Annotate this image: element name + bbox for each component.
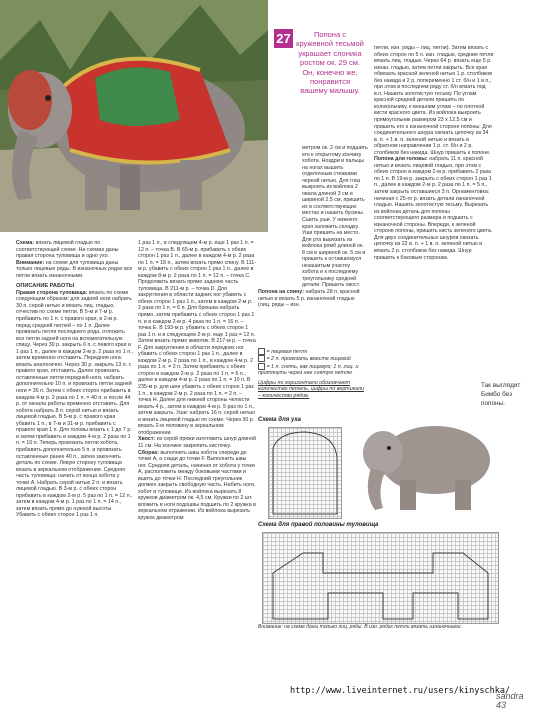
schema-text: вязать лицевой гладью по соответствующей схеме. На схемах даны правая сторона туловища и одно ухо. — [16, 240, 119, 260]
legend-item: = лицевая петля — [266, 348, 307, 355]
body-label: Правая сторона туловища: — [16, 289, 88, 296]
col3-text: метром ок. 2 см и подшить его к открытому кончику хобота. Ноздри и пальцы на ногах вышить отделочным стежками черной нитью. Для глаз выкроить из войлока 2 овала длиной 3 см и шириной 2,5 см, пришить их в соответствующих местах и нашить бусины. Сшить уши. У нижнего края заложить складку. Уши пришить на место. Для рта вырезать из войлока ромб длиной ок. 8 см и шириной ок. 5 см и пришить к оставшемуся незашитым участку хобота и к последнему треугольнику средней детали. Пришить хвост. — [302, 145, 368, 289]
hat-text: набрать 11 п. красной нитью и вязать лицевой гладью, при этом с обеих сторон в каждом 2-м р. прибавить 2 раза по 1 п. В 19-м р. закрыть с обеих сторон 1 раз 1 п., далее в каждом 2-м р. 2 раза по 1 п. = 5 п., затем закрыть оставшиеся 3 п. Орнаментовка: начиная с 25-го р. вязать детали изнаночной гладью. Нашить золотистую тесьму. Вырезать из войлока деталь для попоны соответствующего размера и подшить с изнаночной стороны. Впереди, к зеленой стороне попоны, пришить кисть зеленого цвета. Для двух соединительных шнуров связать цепочку из 22 в. п. + 1 в. п. зеленой нитью и вязать 2 р. столбиков без накида. Шнур пришить к боковым сторонам. — [374, 156, 493, 261]
page-number: 43 — [496, 700, 507, 710]
section-heading: ОПИСАНИЕ РАБОТЫ — [16, 283, 75, 290]
blanket-text: набрать 28 п. красной нитью и вязать 5 р. изнаночной гладью (лиц. ряды – изн. — [258, 289, 360, 309]
body-chart-title: Схема для правой половины туловища — [258, 522, 379, 528]
col4-text: петли, изн. ряды – лиц. петли). Затем вязать с обеих сторон по 5 п. изн. гладью, средние петли вязать лиц. гладью. Через 64 р. вязать еще 5 р. изнан. гладью, затем петли закрыть. Все края обвязать красной зеленой нитью 1 р. столбиков без накида и 2 р. попеременно 1 ст. б/н и 1 в.п., при этом в последнем ряду ст. б/н вязать под в.п. Нашить золотистую тесьму. По углам красной средней детали пришить по колокольчику, к внешним углам – по плотной кисти красного цвета. Из войлока выкроить прямоугольник размером 23 x 12,5 см и пришить его к изнаночной стороне попоны. Для соединительного шнура связать цепочку из 34 в. п. + 1 в. п. зеленой нитью и вязать в обратном направлении 1 р. ст. б/н и 2 р. столбиков без накида. Шнур пришить к попоне. — [374, 45, 494, 156]
hat-label: Попона для головы: — [374, 156, 428, 163]
elephant-illustration — [0, 0, 268, 232]
ear-chart — [268, 427, 342, 519]
note-text: на схеме для туловища даны только лицевые ряды. В изнаночных рядах все петли вязать изнаночными. — [16, 259, 133, 279]
legend-item: = 1 п. снять, как лицевую; 1 п. лиц. и протянуть через нее снятую петлю — [258, 363, 359, 377]
column-2 — [138, 240, 256, 685]
blanket-label: Попона на спину: — [258, 289, 304, 296]
assembly-text: выполнить швы хобота спереди до точки А, а сзади до точки F. Выполнить швы ног. Средняя деталь, начиная от хобота у точки А, расположить между боковыми частями и вшить до точки H. Последний треугольник должен закрыть свободную часть. Набить ноги, хобот и туловище. Из войлока вырезать 8 кружков диаметром ок. 4,5 см. Кружки по 2 шт. вложить в ноги подошвы подшить по 2 кружка в зеркальном отражении. Из войлока вырезать кружок диаметром — [138, 449, 256, 521]
col2-text: 1 раз 1 п., в следующем 4-м р. еще 1 раз 1 п. = 12 п. – точка B. В 65-м р. прибавить с обеих сторон 1 раз 1 п., далее в каждом 4-м р. 2 раза по 1 п. = 18 п., затем вязать прямо спину. В 111-м р. убавить с обеих сторон 1 раз 1 п., далее в каждом 8-м р. 2 раза по 1 п. = 12 п. – точка C. Продолжить вязать прямо заднюю часть туловища. В 211-м р. – точка D. Для закругления в области задних ног убавить с обеих сторон 1 раз 1 п., затем в каждом 2-м р. 2 раза по 1 п. = 6 п. Для брюшка набрать прямо, затем прибавить с обеих сторон 1 раз 1 п. и в каждом 2-м р. 4 раза по 1 п. = 16 п. – точка E. В 193-м р. убавить с обеих сторон 1 раз 1 п. и в следующем 2-м р. еще 1 раз = 12 п. Затем вязать прямо животик. В 217-м р. – точка F. Для закругления в области передних ног убавить с обеих сторон 1 раз 1 п., далее в каждом 2-м р. 2 раза по 1 п., в каждом 4-м р. 2 раза по 1 п. = 2 п. Затем прибавить с обеих сторон в каждом 2-м р. 2 раза по 1 п. = 6 п., далее в каждом 4-м р. 2 раза по 1 п. = 10 п. В 235-м р. для шеи убавить с обеих сторон 1 раз 1 п., в каждом 2-м р. 2 раза по 1 п. = 2 п. – точка H. Далее для нижней стороны челюсти вязать 4 р., затем в каждом 4-м р. 5 раз по 1 п., затем закрыть. Уши: набрать 16 п. серой нитью и вязать лицевой гладью по схеме. Через 30 р. вязать 2-ю половину в зеркальном отображении. — [138, 240, 256, 436]
assembly-label: Сборка: — [138, 449, 159, 456]
ear-chart-title: Схема для уха — [258, 417, 301, 423]
schema-label: Схема: — [16, 240, 35, 246]
column-4 — [374, 45, 494, 370]
ear-outline — [269, 428, 341, 518]
source-url: http://www.liveinternet.ru/users/kinyschka/ — [290, 686, 511, 696]
tail-text: из серой пряжи изготовить шнур длиной 11 см. На кончике закрепить кисточку. — [138, 436, 256, 449]
column-1 — [16, 240, 134, 685]
body-chart — [262, 532, 499, 624]
side-caption: Так выглядит Бимбо без попоны. — [481, 382, 521, 407]
legend-backslash-icon — [258, 363, 265, 370]
column-3 — [258, 145, 368, 345]
legend — [258, 348, 368, 408]
legend-item: = 2 п. провязать вместе лицевой — [266, 356, 351, 363]
photo-caption: Попона с кружевной тесьмой украшает слоника ростом ок. 29 см. Он, конечно же, понравится вашему малышу. — [296, 30, 364, 96]
elephant-small-photo — [355, 398, 515, 523]
legend-square-icon — [258, 348, 265, 355]
magazine-name: sandra — [496, 691, 524, 701]
note-label: Внимание: — [16, 259, 45, 266]
bottom-note: Внимание: на схеме даны только лиц. ряды. В изн. рядах петли вязать изнаночными. — [258, 624, 462, 630]
body-outline — [263, 533, 498, 623]
tail-label: Хвост: — [138, 436, 156, 443]
body-text: вязать по схеме следующим образом: для задней ноги набрать 30 п. серой нитью и вязать лиц. гладью, отчестив по схеме петли. В 5-м и 7-м р. прибавить по 1 п. с правого края, в 2-м р. перед средней петлей – по 1 п. Далее провязать петли последнего ряда, отложить все петли задней ноги на вспомогательную спицу. Через 30 р. закрыть 6 п. с левого края и 1 раз 1 п., далее в каждом 2-м р. 2 раза по 1 п., затем временно отставить. Передняя нога: вязать аналогично. Через 30 р. закрыть 13 п. с правого края, отставить. Далее провязать оставленные петли передней ноги, набрать дополнительно 10 п. и провязать петли задней ноги = 36 п. Затем с обеих сторон прибавить в каждом 4-м р. 2 раза по 1 п. = 40 п. и после 44 р. от начала работы временно отставить. Для хобота набрать 8 п. серой нитью и вязать лицевой гладью. В 5-м р. с правого края убавить 1 п., в 7-м и 31-м р. прибавить с правого края 1 п. Для головы вязать с 1 до 7 р. и затем прибавить в каждом 4-м р. 2 раза по 1 п. = 10 п. Теперь провязать петли хобота, прибавить дополнительно 5 п. и провязать оставленные ранее 40 п., затем закончить деталь по схеме. Левую сторону туловища вязать в зеркальном отображении. Средняя часть туловища: начать от конца хобота у точки А. Набрать серой нитью 2 п. и вязать лицевой гладью. В 3-м р. с обеих сторон прибавить в каждом 2-м р. 5 раз по 1 п. = 12 п., затем в каждом 4-м р. 1 раз по 1 п. = 14 п., затем вязать прямо до нужной высоты. Убавить с обеих сторон 1 раз 1 п. — [16, 289, 134, 519]
elephant-small-illustration — [355, 398, 515, 523]
elephant-photo — [0, 0, 268, 232]
project-number-badge: 27 — [274, 29, 293, 48]
legend-slash-icon — [258, 355, 265, 362]
legend-note: Цифры по горизонтали обозначают количество петель, цифры по вертикали – количество рядов. — [258, 379, 364, 399]
